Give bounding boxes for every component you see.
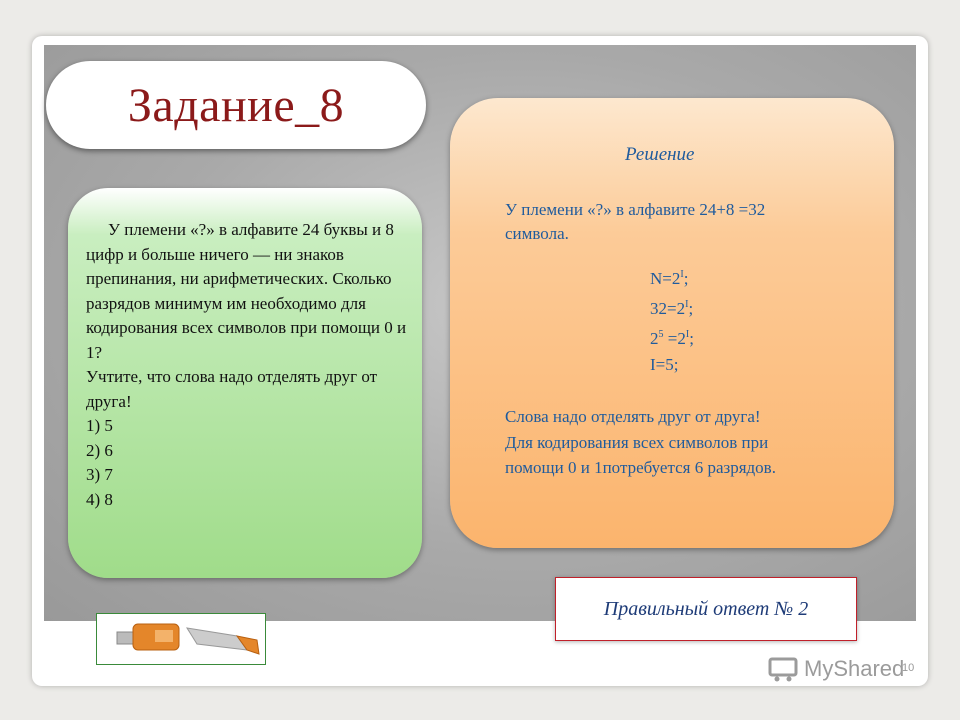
solution-heading: Решение <box>625 144 695 165</box>
formula-3-base: 2 <box>650 329 659 348</box>
option-3: 3) 7 <box>86 465 113 484</box>
watermark-logo <box>768 656 904 682</box>
page-title: Задание_8 <box>127 78 345 132</box>
formula-3-exp: 5 <box>658 329 664 340</box>
formula-4 <box>650 352 694 378</box>
answer-box <box>555 577 857 641</box>
slide-number: 10 <box>902 662 915 674</box>
solution-line-1: У племени «?» в алфавите 24+8 =32 <box>505 200 766 219</box>
formulas <box>650 262 694 378</box>
task-text <box>86 218 416 512</box>
solution-line-2: символа. <box>505 224 569 243</box>
formula-2-exp: I <box>685 299 689 310</box>
formula-3-exp2: I <box>685 329 690 340</box>
usb-drives-icon <box>97 614 265 664</box>
formula-4-base: I=5; <box>650 355 679 374</box>
usb-drives-image <box>96 613 266 665</box>
formula-1-base: N=2 <box>650 269 681 288</box>
conclusion-line-2: Для кодирования всех символов при <box>505 433 769 452</box>
task-question: У племени «?» в алфавите 24 буквы и 8 цифр и больше ничего — ни знаков препинания, ни арифметических. Сколько разрядов минимум им необходимо для кодирования всех символов при помощи 0 и 1? <box>86 220 407 362</box>
formula-3-tail2: ; <box>689 329 694 348</box>
task-note: Учтите, что слова надо отделять друг от друга! <box>86 367 378 411</box>
watermark-text: MyShared <box>804 656 905 681</box>
formula-1-tail: ; <box>683 269 689 288</box>
option-1: 1) 5 <box>86 416 113 435</box>
cart-icon <box>768 656 798 682</box>
answer-options <box>86 414 416 512</box>
formula-1-exp: I <box>680 269 684 280</box>
formula-2-tail: ; <box>688 299 694 318</box>
formula-3-tail: =2 <box>663 329 686 348</box>
formula-1 <box>650 262 694 292</box>
conclusion-line-3: помощи 0 и 1потребуется 6 разрядов. <box>505 458 776 477</box>
formula-2 <box>650 292 694 322</box>
title-banner <box>46 61 426 149</box>
conclusion-line-1: Слова надо отделять друг от друга! <box>505 407 761 426</box>
correct-answer: Правильный ответ № 2 <box>603 597 809 620</box>
formula-3 <box>650 322 694 352</box>
formula-2-base: 32=2 <box>650 299 686 318</box>
option-4: 4) 8 <box>86 489 113 509</box>
option-2: 2) 6 <box>86 440 113 460</box>
